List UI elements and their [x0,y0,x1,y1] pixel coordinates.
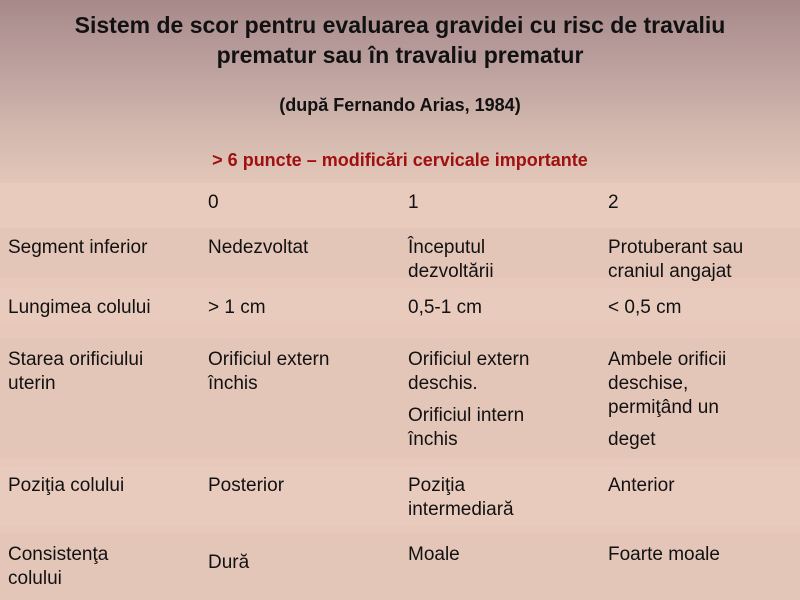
cell-score-2: Protuberant sau craniul angajat [608,237,744,282]
cell-score-1: 0,5-1 cm [408,297,482,318]
slide-title [10,10,790,70]
cell-score-2: Foarte moale [608,544,720,565]
cell-score-0: Nedezvoltat [208,237,309,258]
row-label: Segment inferior [8,237,148,258]
cell-score-1: Moale [408,544,460,565]
cell-score-2: Anterior [608,475,675,496]
score-threshold-note: > 6 puncte – modificări cervicale importante [212,150,588,170]
title-line-1: Sistem de scor pentru evaluarea gravidei cu risc de travaliu [74,12,726,38]
cell-score-0: > 1 cm [208,297,266,318]
cell-score-2 [608,348,758,452]
title-line-2: prematur sau în travaliu prematur [216,42,584,68]
header-score-2: 2 [608,192,619,213]
source-subtitle: (după Fernando Arias, 1984) [279,95,521,115]
cell-score-0: Dură [208,552,250,573]
cell-score-1: Începutul dezvoltării [408,237,494,282]
cell-score-1-part-2: Orificiul intern închis [408,405,525,450]
row-label: Poziţia colului [8,475,125,496]
cell-score-2: < 0,5 cm [608,297,682,318]
row-label: Consistenţa colului [8,544,109,589]
cell-score-1: Poziţia intermediară [408,475,514,520]
cell-score-1 [408,348,568,452]
table-row [0,533,800,600]
score-table [0,183,800,600]
cell-score-0: Orificiul extern închis [208,349,330,394]
cell-score-0: Posterior [208,475,285,496]
header-score-1: 1 [408,192,419,213]
cell-score-2-part-2: deget [608,429,656,450]
table-row [0,338,800,458]
table-header-row [0,183,800,228]
table-row [0,228,800,282]
table-row [0,466,800,526]
row-label: Starea orificiului uterin [8,349,144,394]
header-score-0: 0 [208,192,219,213]
cell-score-2-part-1: Ambele orificii deschise, permiţând un [608,349,727,418]
row-label: Lungimea colului [8,297,151,318]
table-row [0,288,800,323]
cell-score-1-part-1: Orificiul extern deschis. [408,349,530,394]
